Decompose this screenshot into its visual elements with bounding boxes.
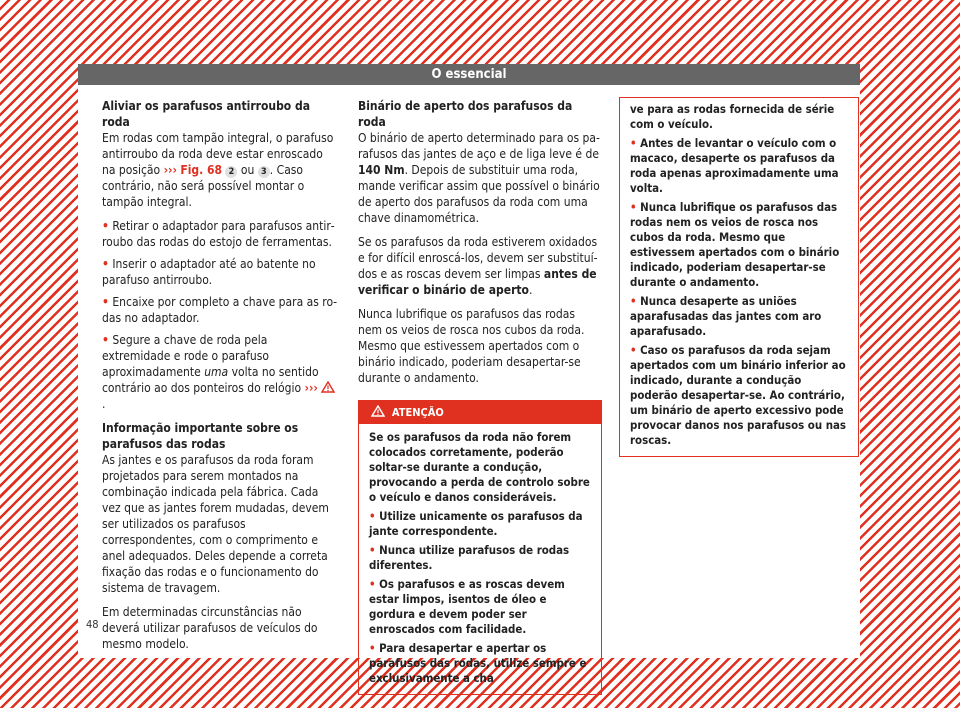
- heading-torque: Binário de aperto dos parafusos da roda: [358, 99, 573, 129]
- warning-link-arrow[interactable]: ›››: [304, 381, 318, 395]
- warning-box-continued: [619, 97, 859, 457]
- page-number: 48: [86, 618, 99, 631]
- list-item: • Antes de levantar o veículo com o macaco, desaperte os parafusos da roda apenas aproximadamente uma volta.: [630, 136, 839, 195]
- bullet-icon: •: [630, 294, 637, 308]
- paragraph-lubricate: Nunca lubrifique os parafusos das rodas nem os veios de rosca nos cubos da roda. Mesmo que estivessem apertados com o binário indicado, poderiam desapertar-se durante o andamento.: [358, 307, 585, 385]
- column-left: [102, 98, 338, 660]
- list-item: • Nunca utilize parafusos de rodas diferentes.: [369, 543, 570, 572]
- bullet-icon: •: [102, 295, 109, 309]
- paragraph-important-info: As jantes e os parafusos da roda foram projetados para serem montados na combinação indicada pela fábrica. Cada vez que as jantes forem mudadas, devem ser utilizados os parafusos correspondentes, com o comprimento e anel adequados. Deles depende a correta fixação das rodas e o funcionamento do sistema de travagem.: [102, 453, 329, 595]
- warning-intro: Se os parafusos da roda não forem colocados corretamente, poderão soltar-se durante a condução, provocando a perda de controlo sobre o veículo e danos consideráveis.: [369, 430, 590, 504]
- warning-triangle-icon[interactable]: [321, 381, 335, 393]
- bullet-icon: •: [369, 509, 376, 523]
- warning-box: [358, 400, 602, 695]
- list-item: • Segure a chave de roda pela extremidade e rode o parafuso aproximadamente uma volta no sentido contrário ao dos ponteiros do relógio ››› .: [102, 332, 338, 412]
- warning-continuation: ve para as rodas fornecida de série com o veículo.: [630, 102, 835, 131]
- list-item: • Nunca lubrifique os parafusos das rodas nem os veios de rosca nos cubos da roda. Mesmo que estivessem apertados com o binário indicado, poderiam desapertar-se durante o andamento.: [630, 200, 840, 289]
- bullet-icon: •: [369, 543, 376, 557]
- list-item: • Para desapertar e apertar os parafusos das rodas, utilize sempre e exclusivamente a cha: [369, 641, 587, 685]
- warning-header: [359, 401, 601, 424]
- warning-body: [359, 424, 601, 694]
- list-item: • Utilize unicamente os parafusos da jante correspondente.: [369, 509, 583, 538]
- list-item: • Nunca desaperte as uniões aparafusadas das jantes com aro aparafusado.: [630, 294, 822, 338]
- figure-link-arrow[interactable]: ›››: [163, 163, 177, 177]
- list-item: • Caso os parafusos da roda sejam apertados com um binário inferior ao indicado, durante a condução poderão desapertar-se. Ao contrário, um binário de aperto excessivo pode provocar danos nos parafusos ou nas roscas.: [630, 343, 847, 447]
- paragraph-oxidized: Se os parafusos da roda estiverem oxidados e for difícil enroscá-los, devem ser substituídos e as roscas devem ser limpas antes de verificar o binário de aperto.: [358, 235, 598, 297]
- bullet-icon: •: [630, 200, 637, 214]
- list-item: • Retirar o adaptador para parafusos antirroubo das rodas do estojo de ferramentas.: [102, 219, 335, 249]
- heading-important-info: Informação importante sobre os parafusos das rodas: [102, 421, 299, 451]
- list-item: • Encaixe por completo a chave para as rodas no adaptador.: [102, 295, 337, 325]
- column-right: [619, 97, 859, 457]
- bullet-icon: •: [369, 641, 376, 655]
- heading-antitheft: Aliviar os parafusos antirroubo da roda: [102, 99, 310, 129]
- warning-title: ATENÇÃO: [391, 406, 444, 419]
- section-header: O essencial: [78, 64, 860, 85]
- bullet-icon: •: [630, 343, 637, 357]
- bullet-icon: •: [369, 577, 376, 591]
- figure-link[interactable]: Fig. 68: [180, 163, 223, 177]
- bullet-icon: •: [102, 219, 109, 233]
- bullet-icon: •: [102, 333, 109, 347]
- paragraph-antitheft: Em rodas com tampão integral, o parafuso antirroubo da roda deve estar enroscado na posição ››› Fig. 68 2 ou 3 . Caso contrário, não será possível montar o tampão integral.: [102, 131, 334, 209]
- bullet-icon: •: [102, 257, 109, 271]
- list-item: • Os parafusos e as roscas devem estar limpos, isentos de óleo e gordura e devem poder ser enroscados com facilidade.: [369, 577, 565, 636]
- callout-3: 3: [258, 166, 270, 178]
- list-item: • Inserir o adaptador até ao batente no parafuso antirroubo.: [102, 257, 316, 287]
- column-middle: [358, 98, 602, 695]
- paragraph-torque: O binário de aperto determinado para os parafusos das jantes de aço e de liga leve é de 140 Nm. Depois de substituir uma roda, mande verificar assim que possível o binário de aperto dos parafusos da roda com uma chave dinamométrica.: [358, 131, 600, 225]
- paragraph-same-model: Em determinadas circunstâncias não deverá utilizar parafusos de veículos do mesmo modelo.: [102, 605, 318, 651]
- warning-triangle-icon: [371, 405, 385, 417]
- callout-2: 2: [225, 166, 237, 178]
- warning-body-continued: [620, 98, 858, 456]
- bullet-icon: •: [630, 136, 637, 150]
